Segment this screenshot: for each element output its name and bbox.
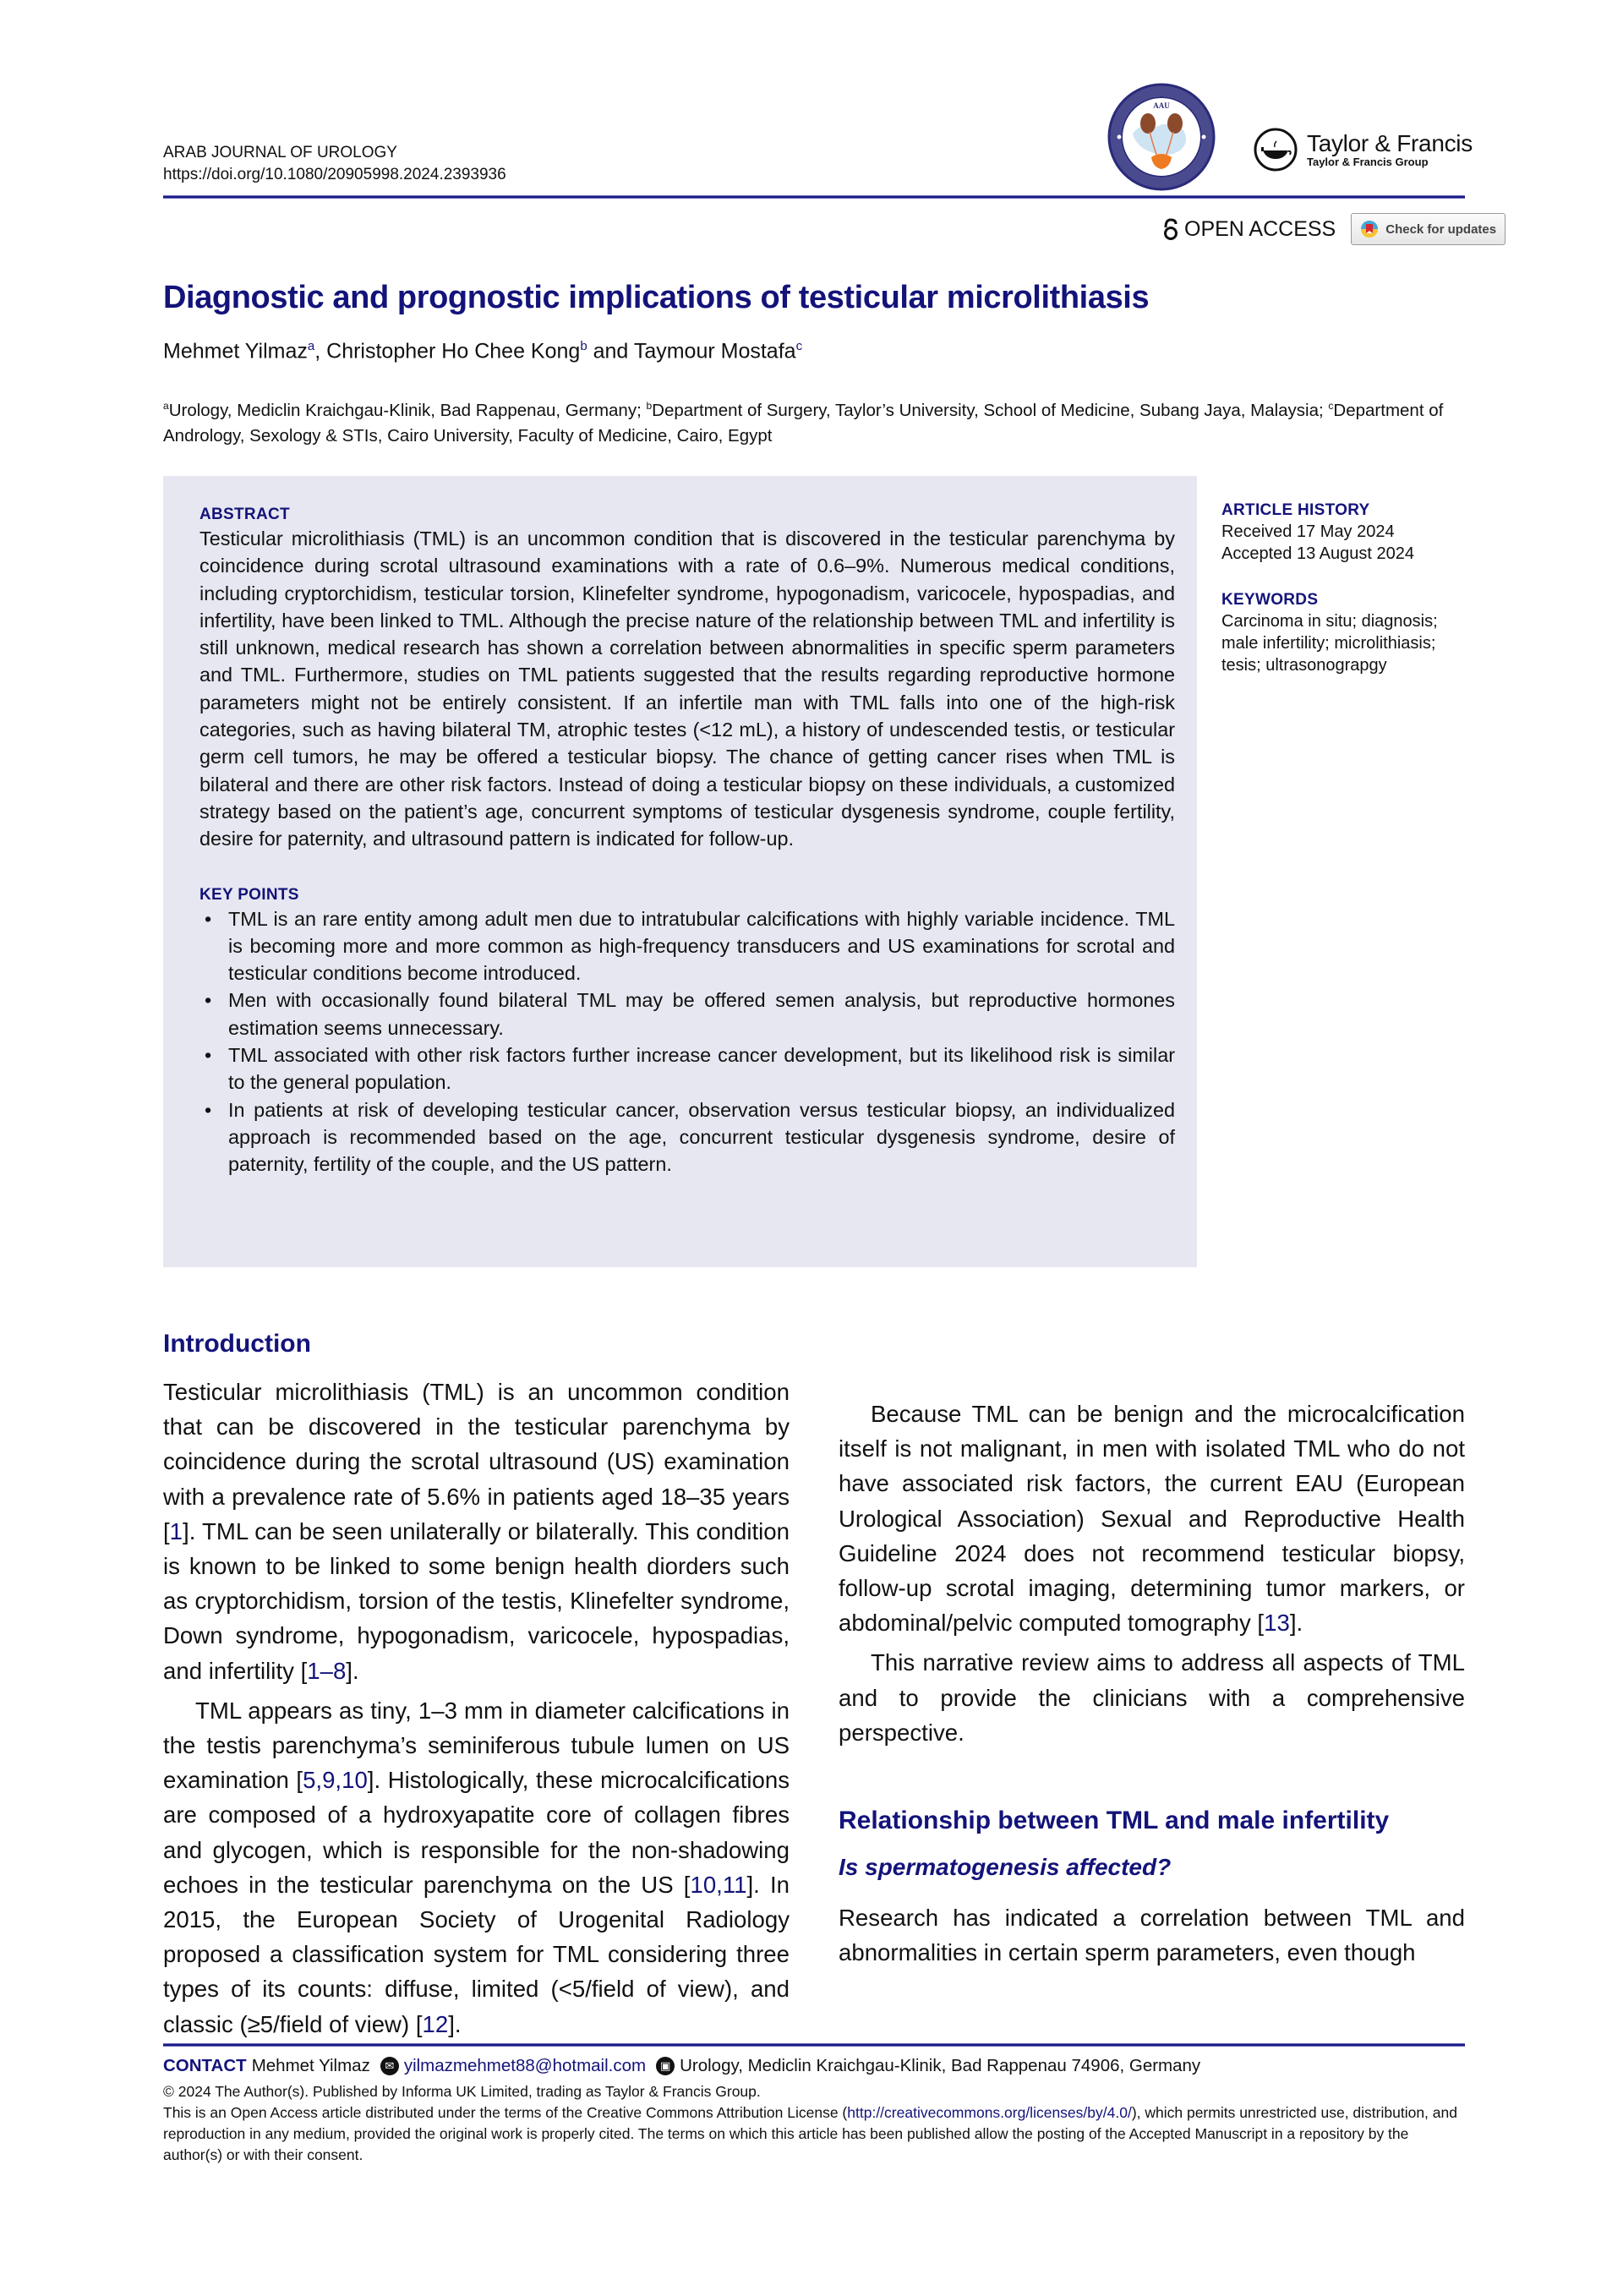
body-column-left xyxy=(163,1327,790,2042)
citation-link[interactable]: 5,9,10 xyxy=(303,1767,368,1794)
keywords-list: Carcinoma in situ; diagnosis; male infertility; microlithiasis; tesis; ultrasonograpgy xyxy=(1221,612,1438,675)
citation-link[interactable]: 12 xyxy=(422,2010,449,2037)
open-lock-icon xyxy=(1162,217,1179,241)
author-separator: , xyxy=(314,339,327,364)
bullet-icon: • xyxy=(205,1044,212,1067)
envelope-icon: ✉ xyxy=(380,2057,399,2075)
author-name[interactable]: Christopher Ho Chee Kong xyxy=(326,339,581,364)
article-sidebar xyxy=(1221,500,1475,676)
author-name[interactable]: Taymour Mostafa xyxy=(633,339,796,364)
abstract-text: Testicular microlithiasis (TML) is an uncommon condition that is discovered in the testicular parenchyma by coincidence during scrotal ultrasound examinations with a rate of 0.6–9%. Numerous medical conditions, including cryptorchidism, testicular torsion, Klinefelter syndrome, hypogonadism, varicocele, hypospadias, and infertility, have been linked to TML. Although the precise nature of the relationship between TML and infertility is still unknown, medical research has shown a correlation between abnormalities in specific sperm parameters and TML. Furthermore, studies on TML patients suggested that the results regarding reproductive hormone parameters might not be entirely consistent. If an infertile man with TML falls into one of the high-risk categories, such as having bilateral TM, atrophic testes (<12 mL), a history of undescended testis, or testicular germ cell tumors, he may be offered a testicular biopsy. The chance of getting cancer rises when TML is bilateral and there are other risk factors. Instead of doing a testicular biopsy on these individuals, a customized strategy based on the patient’s age, concurrent symptoms of testicular dysgenesis syndrome, couple fertility, desire for paternity, and ultrasound pattern is indicated for follow-up. xyxy=(199,528,1175,850)
address-card-icon: ▣ xyxy=(656,2057,675,2075)
key-point-item xyxy=(199,1041,1175,1096)
received-date: Received 17 May 2024 xyxy=(1221,522,1395,541)
contact-line xyxy=(163,2053,1469,2080)
citation-link[interactable]: 13 xyxy=(1264,1610,1290,1637)
author-separator: and xyxy=(587,339,634,364)
license-url-link[interactable]: http://creativecommons.org/licenses/by/4.0/ xyxy=(847,2104,1132,2121)
citation-link[interactable]: 1–8 xyxy=(307,1657,347,1684)
author-name[interactable]: Mehmet Yilmaz xyxy=(163,339,308,364)
check-for-updates-label: Check for updates xyxy=(1385,221,1497,237)
keywords-label: KEYWORDS xyxy=(1221,591,1319,609)
copyright-notice: © 2024 The Author(s). Published by Informa UK Limited, trading as Taylor & Francis Group. xyxy=(163,2083,761,2100)
article-history-label: ARTICLE HISTORY xyxy=(1221,501,1370,519)
open-access-badge xyxy=(1162,217,1336,242)
oil-lamp-icon xyxy=(1253,127,1298,172)
open-access-label: OPEN ACCESS xyxy=(1184,216,1336,241)
affiliation-marker: c xyxy=(1328,400,1334,412)
affiliations xyxy=(163,393,1469,449)
intro-paragraph-4: This narrative review aims to address all aspects of TML and to provide the clinicians with a comprehensive perspective. xyxy=(839,1649,1465,1746)
author-affiliation-marker[interactable]: b xyxy=(580,339,587,353)
author-affiliation-marker[interactable]: a xyxy=(307,339,315,353)
intro-paragraph-2: TML appears as tiny, 1–3 mm in diameter calcifications in the testis parenchyma’s seminiferous tubule lumen on US examination [5,9,10]. Histologically, these microcalcifications are composed of a hydroxyapatite core of collagen fibres and glycogen, which is responsible for the non-shadowing echoes in the testicular parenchyma on the US [10,11]. In 2015, the European Society of Urogenital Radiology proposed a classification system for TML considering three types of its counts: diffuse, limited (<5/field of view), and classic (≥5/field of view) [12]. xyxy=(163,1697,790,2037)
crossmark-icon xyxy=(1360,220,1379,238)
header-divider xyxy=(163,195,1465,199)
contact-label: CONTACT xyxy=(163,2056,247,2075)
affiliation-text: Department of Surgery, Taylor’s University, School of Medicine, Subang Jaya, Malaysia; xyxy=(652,400,1329,420)
svg-text:AAU: AAU xyxy=(1153,101,1170,110)
affiliation-marker: b xyxy=(646,400,653,412)
contact-address: Urology, Mediclin Kraichgau-Klinik, Bad Rappenau 74906, Germany xyxy=(680,2056,1201,2075)
journal-header xyxy=(163,142,506,186)
body-column-right xyxy=(839,1327,1465,1970)
key-point-item xyxy=(199,1096,1175,1178)
relationship-paragraph-1: Research has indicated a correlation between TML and abnormalities in certain sperm parameters, even though xyxy=(839,1905,1465,1966)
article-title: Diagnostic and prognostic implications of testicular microlithiasis xyxy=(163,280,1150,315)
author-list xyxy=(163,339,802,364)
check-for-updates-button[interactable] xyxy=(1351,213,1506,245)
key-point-item xyxy=(199,905,1175,987)
contact-email-link[interactable]: yilmazmehmet88@hotmail.com xyxy=(403,2056,647,2075)
key-points-label: KEY POINTS xyxy=(199,885,299,904)
key-points-list xyxy=(199,905,1175,1178)
kidneys-bladder-icon xyxy=(1107,83,1216,191)
author-affiliation-marker[interactable]: c xyxy=(795,339,803,353)
taylor-francis-logo xyxy=(1253,127,1473,172)
journal-name: ARAB JOURNAL OF UROLOGY xyxy=(163,144,397,161)
subsection-heading-spermatogenesis: Is spermatogenesis affected? xyxy=(839,1854,1172,1881)
key-point-text: TML is an rare entity among adult men due to intratubular calcifications with highly variable incidence. TML is becoming more and more common as high-frequency transducers and US examinations for scrotal and testicular conditions become introduced. xyxy=(228,907,1175,985)
key-point-text: In patients at risk of developing testicular cancer, observation versus testicular biopsy, an individualized approach is recommended based on the age, concurrent testicular dysgenesis syndrome, desire of paternity, fertility of the couple, and the US pattern. xyxy=(228,1098,1175,1176)
footer xyxy=(163,2053,1469,2166)
affiliation-marker: a xyxy=(163,400,169,412)
bullet-icon: • xyxy=(205,989,212,1012)
abstract-box xyxy=(163,476,1197,1267)
contact-name: Mehmet Yilmaz xyxy=(251,2056,370,2075)
publisher-name: Taylor & Francis xyxy=(1307,130,1473,156)
accepted-date: Accepted 13 August 2024 xyxy=(1221,544,1414,563)
section-heading-relationship: Relationship between TML and male infertility xyxy=(839,1807,1390,1835)
footer-divider xyxy=(163,2043,1465,2047)
bullet-icon: • xyxy=(205,907,212,930)
abstract-label: ABSTRACT xyxy=(199,506,290,523)
access-row xyxy=(1162,213,1506,245)
aau-logo xyxy=(1107,83,1216,191)
doi-link[interactable]: https://doi.org/10.1080/20905998.2024.2393936 xyxy=(163,166,506,183)
bullet-icon: • xyxy=(205,1098,212,1121)
license-notice: This is an Open Access article distributed under the terms of the Creative Commons Attribution License (http://creativecommons.org/licenses/by/4.0/), which permits unrestricted use, distribution, and reproduction in any medium, provided the original work is properly cited. The terms on which this article has been published allow the posting of the Accepted Manuscript in a repository by the author(s) or with their consent. xyxy=(163,2104,1457,2163)
key-point-item xyxy=(199,987,1175,1041)
affiliation-text: Department of Andrology, Sexology & STIs, Cairo University, Faculty of Medicine, Cairo, Egypt xyxy=(163,400,1444,446)
affiliation-text: Urology, Mediclin Kraichgau-Klinik, Bad Rappenau, Germany; xyxy=(168,400,647,420)
citation-link[interactable]: 1 xyxy=(169,1517,183,1544)
intro-paragraph-1: Testicular microlithiasis (TML) is an uncommon condition that can be discovered in the testicular parenchyma by coincidence during the scrotal ultrasound (US) examination with a prevalence rate of 5.6% in patients aged 18–35 years [1]. TML can be seen unilaterally or bilaterally. This condition is known to be linked to some benign health diorders such as cryptorchidism, torsion of the testis, Klinefelter syndrome, Down syndrome, hypogonadism, varicocele, hypospadias, and infertility [1–8]. xyxy=(163,1379,790,1684)
key-point-text: Men with occasionally found bilateral TML may be offered semen analysis, but reproductive hormones estimation seems unnecessary. xyxy=(228,989,1175,1039)
publisher-group: Taylor & Francis Group xyxy=(1307,156,1429,168)
intro-paragraph-3: Because TML can be benign and the microcalcification itself is not malignant, in men with isolated TML who do not have associated risk factors, the current EAU (European Urological Association) Sexual and Reproductive Health Guideline 2024 does not recommend testicular biopsy, follow-up scrotal imaging, determining tumor markers, or abdominal/pelvic computed tomography [13]. xyxy=(839,1401,1465,1637)
section-heading-introduction: Introduction xyxy=(163,1330,311,1358)
citation-link[interactable]: 10,11 xyxy=(690,1871,747,1898)
key-point-text: TML associated with other risk factors further increase cancer development, but its likelihood risk is similar to the general population. xyxy=(228,1044,1175,1094)
